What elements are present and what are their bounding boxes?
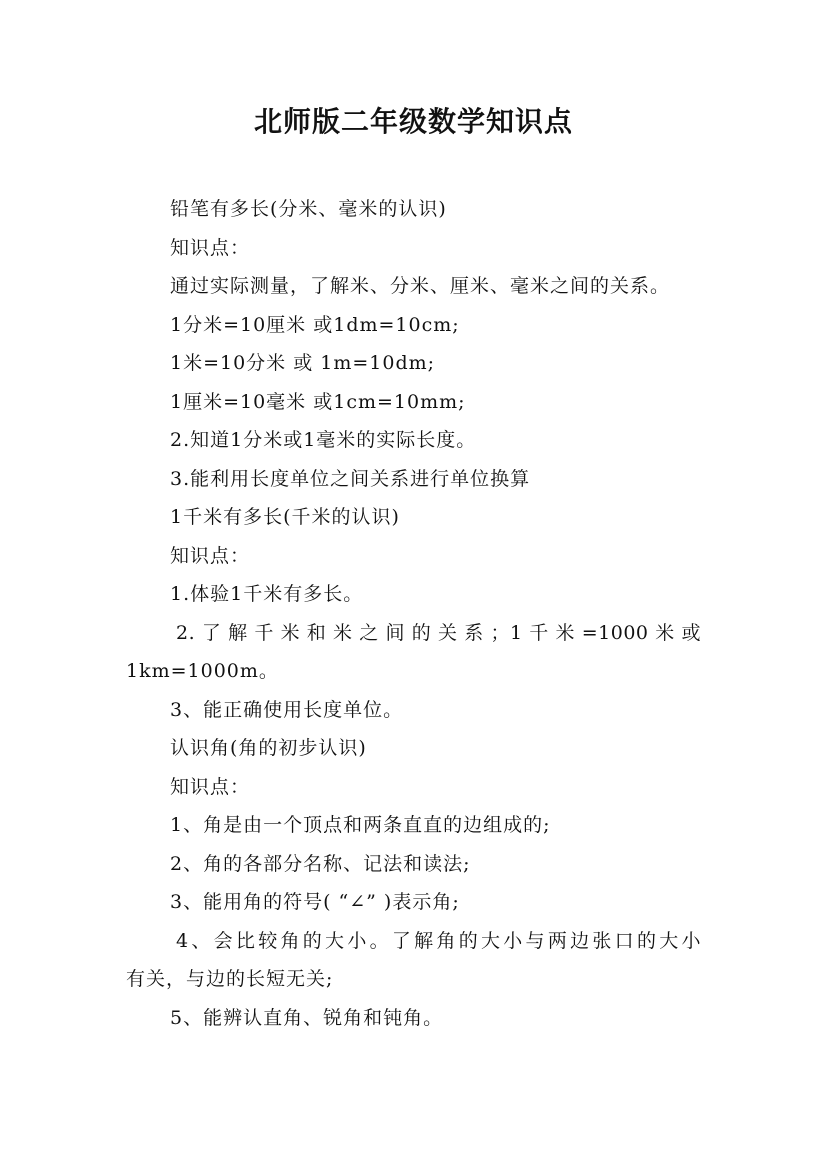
text-line: 4、会比较角的大小。了解角的大小与两边张口的大小 <box>176 929 701 952</box>
document-body <box>126 190 701 1037</box>
text-line: 有关，与边的长短无关; <box>126 968 334 990</box>
text-line: 1、角是由一个顶点和两条直直的边组成的; <box>170 814 551 836</box>
text-line: 1米=10分米 或 1m=10dm; <box>170 352 436 374</box>
knowledge-points-label: 知识点： <box>170 236 251 259</box>
text-line: 1分米=10厘米 或1dm=10cm; <box>170 313 460 336</box>
knowledge-points-label: 知识点： <box>170 775 251 798</box>
text-line: 3、能正确使用长度单位。 <box>170 698 404 721</box>
section-heading-angles: 认识角(角的初步认识) <box>170 737 367 759</box>
document-title: 北师版二年级数学知识点 <box>253 105 573 138</box>
section-heading-kilometer: 1千米有多长(千米的认识) <box>170 506 400 528</box>
text-line: 1.体验1千米有多长。 <box>170 583 364 605</box>
text-line: 2、角的各部分名称、记法和读法; <box>170 852 471 875</box>
knowledge-points-label: 知识点： <box>170 544 251 567</box>
text-line: 2.了解千米和米之间的关系；1千米=1000米或 <box>176 621 701 644</box>
text-line: 通过实际测量，了解米、分米、厘米、毫米之间的关系。 <box>170 275 671 297</box>
text-line: 3、能用角的符号( “∠” )表示角; <box>170 891 460 913</box>
text-line: 2.知道1分米或1毫米的实际长度。 <box>170 429 477 451</box>
text-line: 1厘米=10毫米 或1cm=10mm; <box>170 390 466 413</box>
text-line: 5、能辨认直角、锐角和钝角。 <box>170 1006 444 1029</box>
section-heading-pencil-length: 铅笔有多长(分米、毫米的认识) <box>170 198 447 220</box>
text-line: 3.能利用长度单位之间关系进行单位换算 <box>170 467 531 490</box>
text-line: 1km=1000m。 <box>126 660 279 682</box>
